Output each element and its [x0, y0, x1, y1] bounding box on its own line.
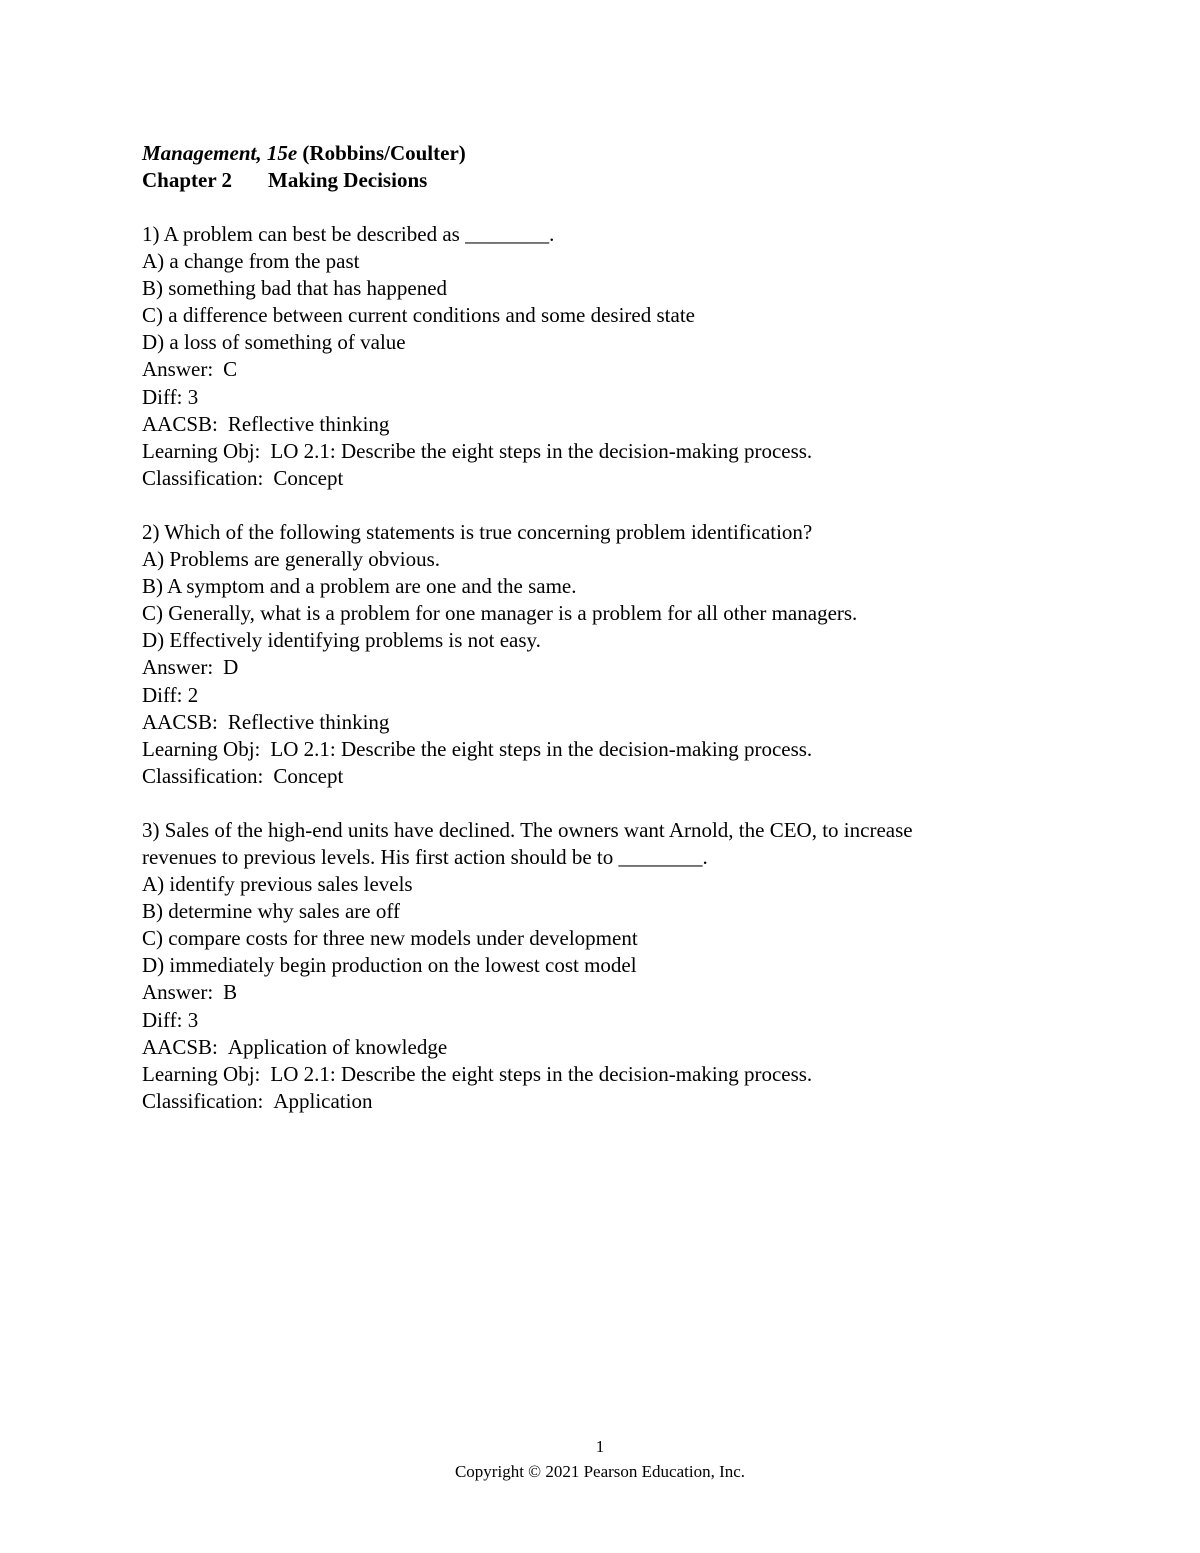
classification-value: Application: [273, 1088, 373, 1113]
question-stem: 2) Which of the following statements is true concerning problem identification?: [142, 519, 813, 544]
answer-line: [142, 654, 1072, 681]
classification-line: [142, 1088, 1072, 1115]
difficulty-line: Diff: 2: [142, 682, 199, 707]
answer-label: Answer:: [142, 357, 214, 382]
aacsb-label: AACSB:: [142, 709, 218, 734]
chapter-title: Making Decisions: [268, 168, 428, 192]
answer-line: [142, 979, 1072, 1006]
learning-objective-label: Learning Obj:: [142, 736, 261, 761]
question-1: [142, 221, 1072, 492]
question-3: [142, 817, 1072, 1115]
aacsb-label: AACSB:: [142, 411, 218, 436]
difficulty-line: Diff: 3: [142, 1007, 199, 1032]
classification-label: Classification:: [142, 763, 264, 788]
aacsb-line: [142, 411, 1072, 438]
book-authors: (Robbins/Coulter): [302, 141, 466, 165]
aacsb-label: AACSB:: [142, 1034, 218, 1059]
document-page: [142, 140, 1072, 1115]
aacsb-value: Reflective thinking: [227, 411, 390, 436]
classification-line: [142, 465, 1072, 492]
option-a: A) Problems are generally obvious.: [142, 547, 441, 572]
question-2: [142, 519, 1072, 790]
classification-line: [142, 763, 1072, 790]
chapter-heading: [142, 167, 1072, 194]
option-c: C) compare costs for three new models under development: [142, 926, 638, 951]
option-d: D) Effectively identifying problems is not easy.: [142, 628, 541, 653]
learning-objective-value: LO 2.1: Describe the eight steps in the decision-making process.: [270, 1061, 813, 1086]
classification-label: Classification:: [142, 1088, 264, 1113]
option-d: D) immediately begin production on the lowest cost model: [142, 953, 637, 978]
option-b: B) something bad that has happened: [142, 276, 448, 301]
question-stem-line-2: revenues to previous levels. His first action should be to ________.: [142, 844, 708, 869]
difficulty-line: Diff: 3: [142, 384, 199, 409]
option-a: A) a change from the past: [142, 249, 360, 274]
answer-value: B: [223, 980, 238, 1005]
option-c: C) a difference between current conditions and some desired state: [142, 303, 695, 328]
question-stem: 1) A problem can best be described as ________.: [142, 222, 555, 246]
learning-objective-value: LO 2.1: Describe the eight steps in the decision-making process.: [270, 736, 813, 761]
classification-value: Concept: [273, 763, 344, 788]
copyright-notice: Copyright © 2021 Pearson Education, Inc.: [454, 1462, 746, 1481]
option-c: C) Generally, what is a problem for one manager is a problem for all other managers.: [142, 601, 858, 626]
learning-objective-label: Learning Obj:: [142, 438, 261, 463]
answer-line: [142, 356, 1072, 383]
answer-value: C: [223, 357, 238, 382]
option-b: B) A symptom and a problem are one and the same.: [142, 574, 577, 599]
answer-label: Answer:: [142, 655, 214, 680]
document-header: [142, 140, 1072, 194]
aacsb-line: [142, 709, 1072, 736]
book-title: Management, 15e: [142, 141, 298, 165]
learning-objective-line: [142, 1061, 1072, 1088]
classification-label: Classification:: [142, 465, 264, 490]
option-a: A) identify previous sales levels: [142, 872, 413, 897]
chapter-label: Chapter 2: [142, 168, 233, 192]
learning-objective-label: Learning Obj:: [142, 1061, 261, 1086]
book-title-line: [142, 140, 1072, 167]
page-number: 1: [595, 1437, 605, 1456]
question-stem-line-1: 3) Sales of the high-end units have declined. The owners want Arnold, the CEO, to increase: [142, 817, 913, 842]
answer-value: D: [223, 655, 239, 680]
learning-objective-value: LO 2.1: Describe the eight steps in the decision-making process.: [270, 438, 813, 463]
answer-label: Answer:: [142, 980, 214, 1005]
aacsb-value: Reflective thinking: [227, 709, 390, 734]
option-d: D) a loss of something of value: [142, 330, 406, 355]
option-b: B) determine why sales are off: [142, 899, 400, 924]
classification-value: Concept: [273, 465, 344, 490]
aacsb-line: [142, 1034, 1072, 1061]
learning-objective-line: [142, 438, 1072, 465]
learning-objective-line: [142, 736, 1072, 763]
aacsb-value: Application of knowledge: [227, 1034, 448, 1059]
